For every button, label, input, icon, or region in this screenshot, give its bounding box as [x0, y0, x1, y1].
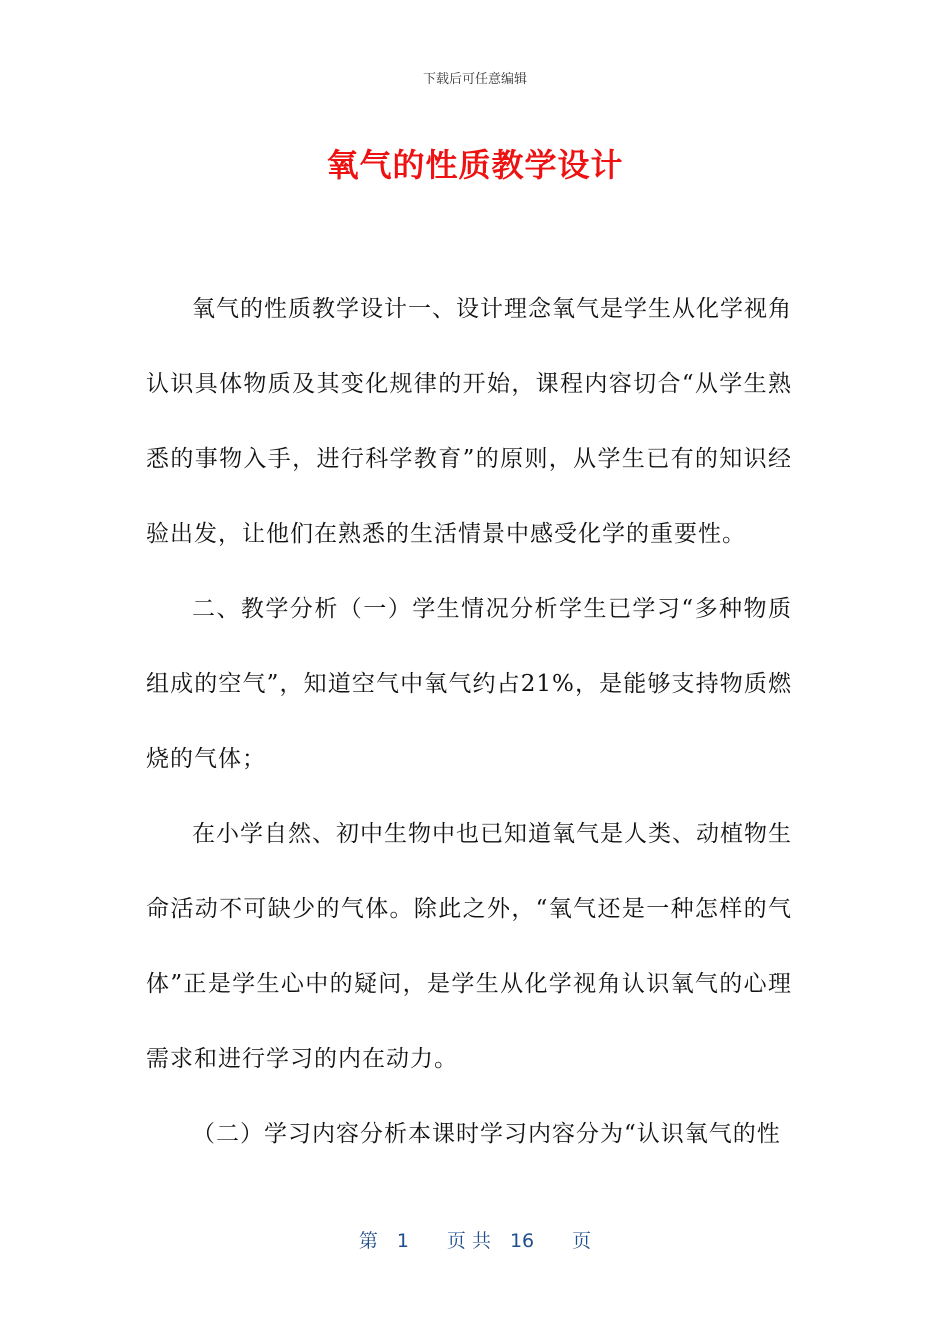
document-title: 氧气的性质教学设计 [326, 146, 624, 184]
paragraph-2: 二、教学分析（一）学生情况分析学生已学习“多种物质组成的空气”，知道空气中氧气约占21%，是能够支持物质燃烧的气体； [146, 596, 792, 772]
document-body [146, 272, 792, 1172]
header-note: 下载后可任意编辑 [422, 72, 527, 87]
page-number-footer: 第 1 页 共 16 页 [358, 1230, 592, 1252]
paragraph-3: 在小学自然、初中生物中也已知道氧气是人类、动植物生命活动不可缺少的气体。除此之外，“氧气还是一种怎样的气体”正是学生心中的疑问，是学生从化学视角认识氧气的心理需求和进行学习的内在动力。 [146, 821, 792, 1072]
paragraph-4: （二）学习内容分析本课时学习内容分为“认识氧气的性 [192, 1121, 781, 1147]
paragraph-1: 氧气的性质教学设计一、设计理念氧气是学生从化学视角认识具体物质及其变化规律的开始，课程内容切合“从学生熟悉的事物入手，进行科学教育”的原则，从学生已有的知识经验出发，让他们在熟悉的生活情景中感受化学的重要性。 [146, 296, 792, 547]
